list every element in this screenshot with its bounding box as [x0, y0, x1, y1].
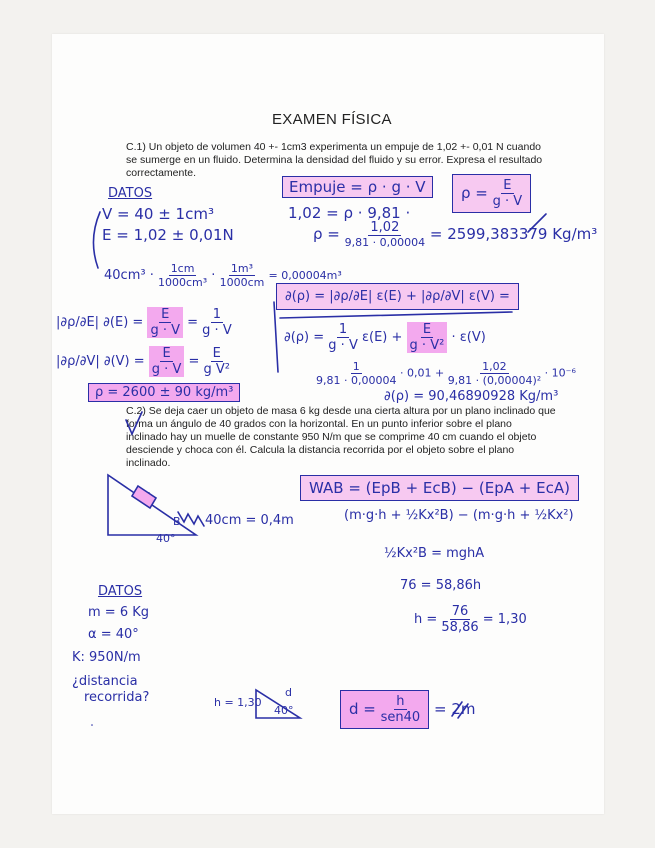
spring-compression-note: 40cm = 0,4m — [205, 513, 294, 528]
small-triangle — [256, 690, 300, 718]
empuje-substitution: 1,02 = ρ · 9,81 · — [288, 204, 411, 222]
double-slash-2 — [452, 702, 468, 718]
datos-brace — [93, 212, 100, 268]
dato-volume: V = 40 ± 1cm³ — [102, 205, 214, 223]
problem-2-statement: C.2) Se deja caer un objeto de masa 6 kg desde una cierta altura por un plano inclinado que forma un ángulo de 40 grados con la horizontal. En un punto inferior sobre el plano inclinado hay un muelle de constante 950 N/m que se comprime 40 cm cuando el objeto desciende y choca con él. Calcula la distancia recorrida por el objeto sobre el plano inclinado. — [126, 405, 556, 469]
dato-question-line1: ¿distancia — [72, 674, 138, 689]
triangle-height-label: h = 1,30 — [214, 696, 262, 709]
density-calculation: ρ = $\frac{1,02}{9,81 \cdot 0,00004}$ = 2599,383379 Kg/m³ — [313, 220, 598, 249]
datos-heading-1: DATOS — [108, 186, 153, 201]
dato-mass: m = 6 Kg — [88, 605, 150, 620]
dato-spring-constant: K: 950N/m — [72, 650, 141, 665]
distance-result: d = $\frac{h}{\text{sen40}}$ = 2m — [340, 690, 475, 729]
incline-angle-label: 40° — [156, 532, 176, 545]
triangle-angle-label: 40° — [274, 704, 294, 717]
error-formula: ∂(ρ) = |∂ρ/∂E| ε(E) + |∂ρ/∂V| ε(V) = — [276, 283, 519, 310]
block-square — [132, 486, 156, 508]
work-substitution: (m·g·h + ½Kx²B) − (m·g·h + ½Kx²) — [344, 508, 574, 523]
height-calculation: h = $\frac{76}{58,86}$ = 1,30 — [414, 604, 527, 635]
dato-question-line2: recorrida? — [84, 690, 150, 705]
numeric-equation: 76 = 58,86h — [400, 578, 482, 593]
error-bracket-left — [274, 302, 278, 372]
triangle-d-label: d — [285, 686, 292, 699]
dato-angle: α = 40° — [88, 627, 139, 642]
volume-conversion: 40cm³ · $\frac{1cm}{\text{1000cm³}}$ · $\frac{\text{1m³}}{1000cm}$ = 0,00004m³ — [104, 262, 342, 289]
density-formula: ρ = $\frac{E}{g \cdot V}$ — [452, 174, 531, 213]
partial-derivative-e: |∂ρ/∂E| ∂(E) = $\frac{E}{g \cdot V}$ = $\frac{1}{g \cdot V}$ — [56, 307, 232, 338]
checkmark — [126, 412, 142, 434]
spring-zigzag — [178, 512, 204, 526]
error-box-underline — [280, 312, 512, 318]
double-slash-1 — [528, 214, 546, 232]
error-numeric: $\frac{1}{9,81 \cdot 0,00004}$ · 0,01 + $\frac{1,02}{\text{9,81 · (0,00004)²}}$ · 10⁻⁶ — [316, 360, 576, 387]
final-density-result: ρ = 2600 ± 90 kg/m³ — [88, 385, 240, 400]
work-formula: WAB = (EpB + EcB) − (EpA + EcA) — [300, 475, 579, 501]
dato-empuje: E = 1,02 ± 0,01N — [102, 226, 234, 244]
error-result: ∂(ρ) = 90,46890928 Kg/m³ — [384, 389, 559, 404]
empuje-formula: Empuje = ρ · g · V — [282, 178, 433, 196]
energy-equation: ½Kx²B = mghA — [384, 546, 485, 561]
page-title: EXAMEN FÍSICA — [272, 111, 392, 128]
partial-derivative-v: |∂ρ/∂V| ∂(V) = $\frac{E}{g \cdot V}$ = $\frac{E}{\text{g V²}}$ — [56, 346, 231, 377]
problem-1-statement: C.1) Un objeto de volumen 40 +- 1cm3 experimenta un empuje de 1,02 +- 0,01 N cuando se sumerge en un fluido. Determina la densidad del fluido y su error. Expresa el resultado correctamente. — [126, 141, 543, 179]
datos-heading-2: DATOS — [98, 584, 143, 599]
point-b-label: B — [173, 515, 181, 528]
error-substitution: ∂(ρ) = $\frac{1}{g \cdot V}$ ε(E) + $\frac{E}{\text{g · V²}}$ · ε(V) — [284, 322, 486, 353]
